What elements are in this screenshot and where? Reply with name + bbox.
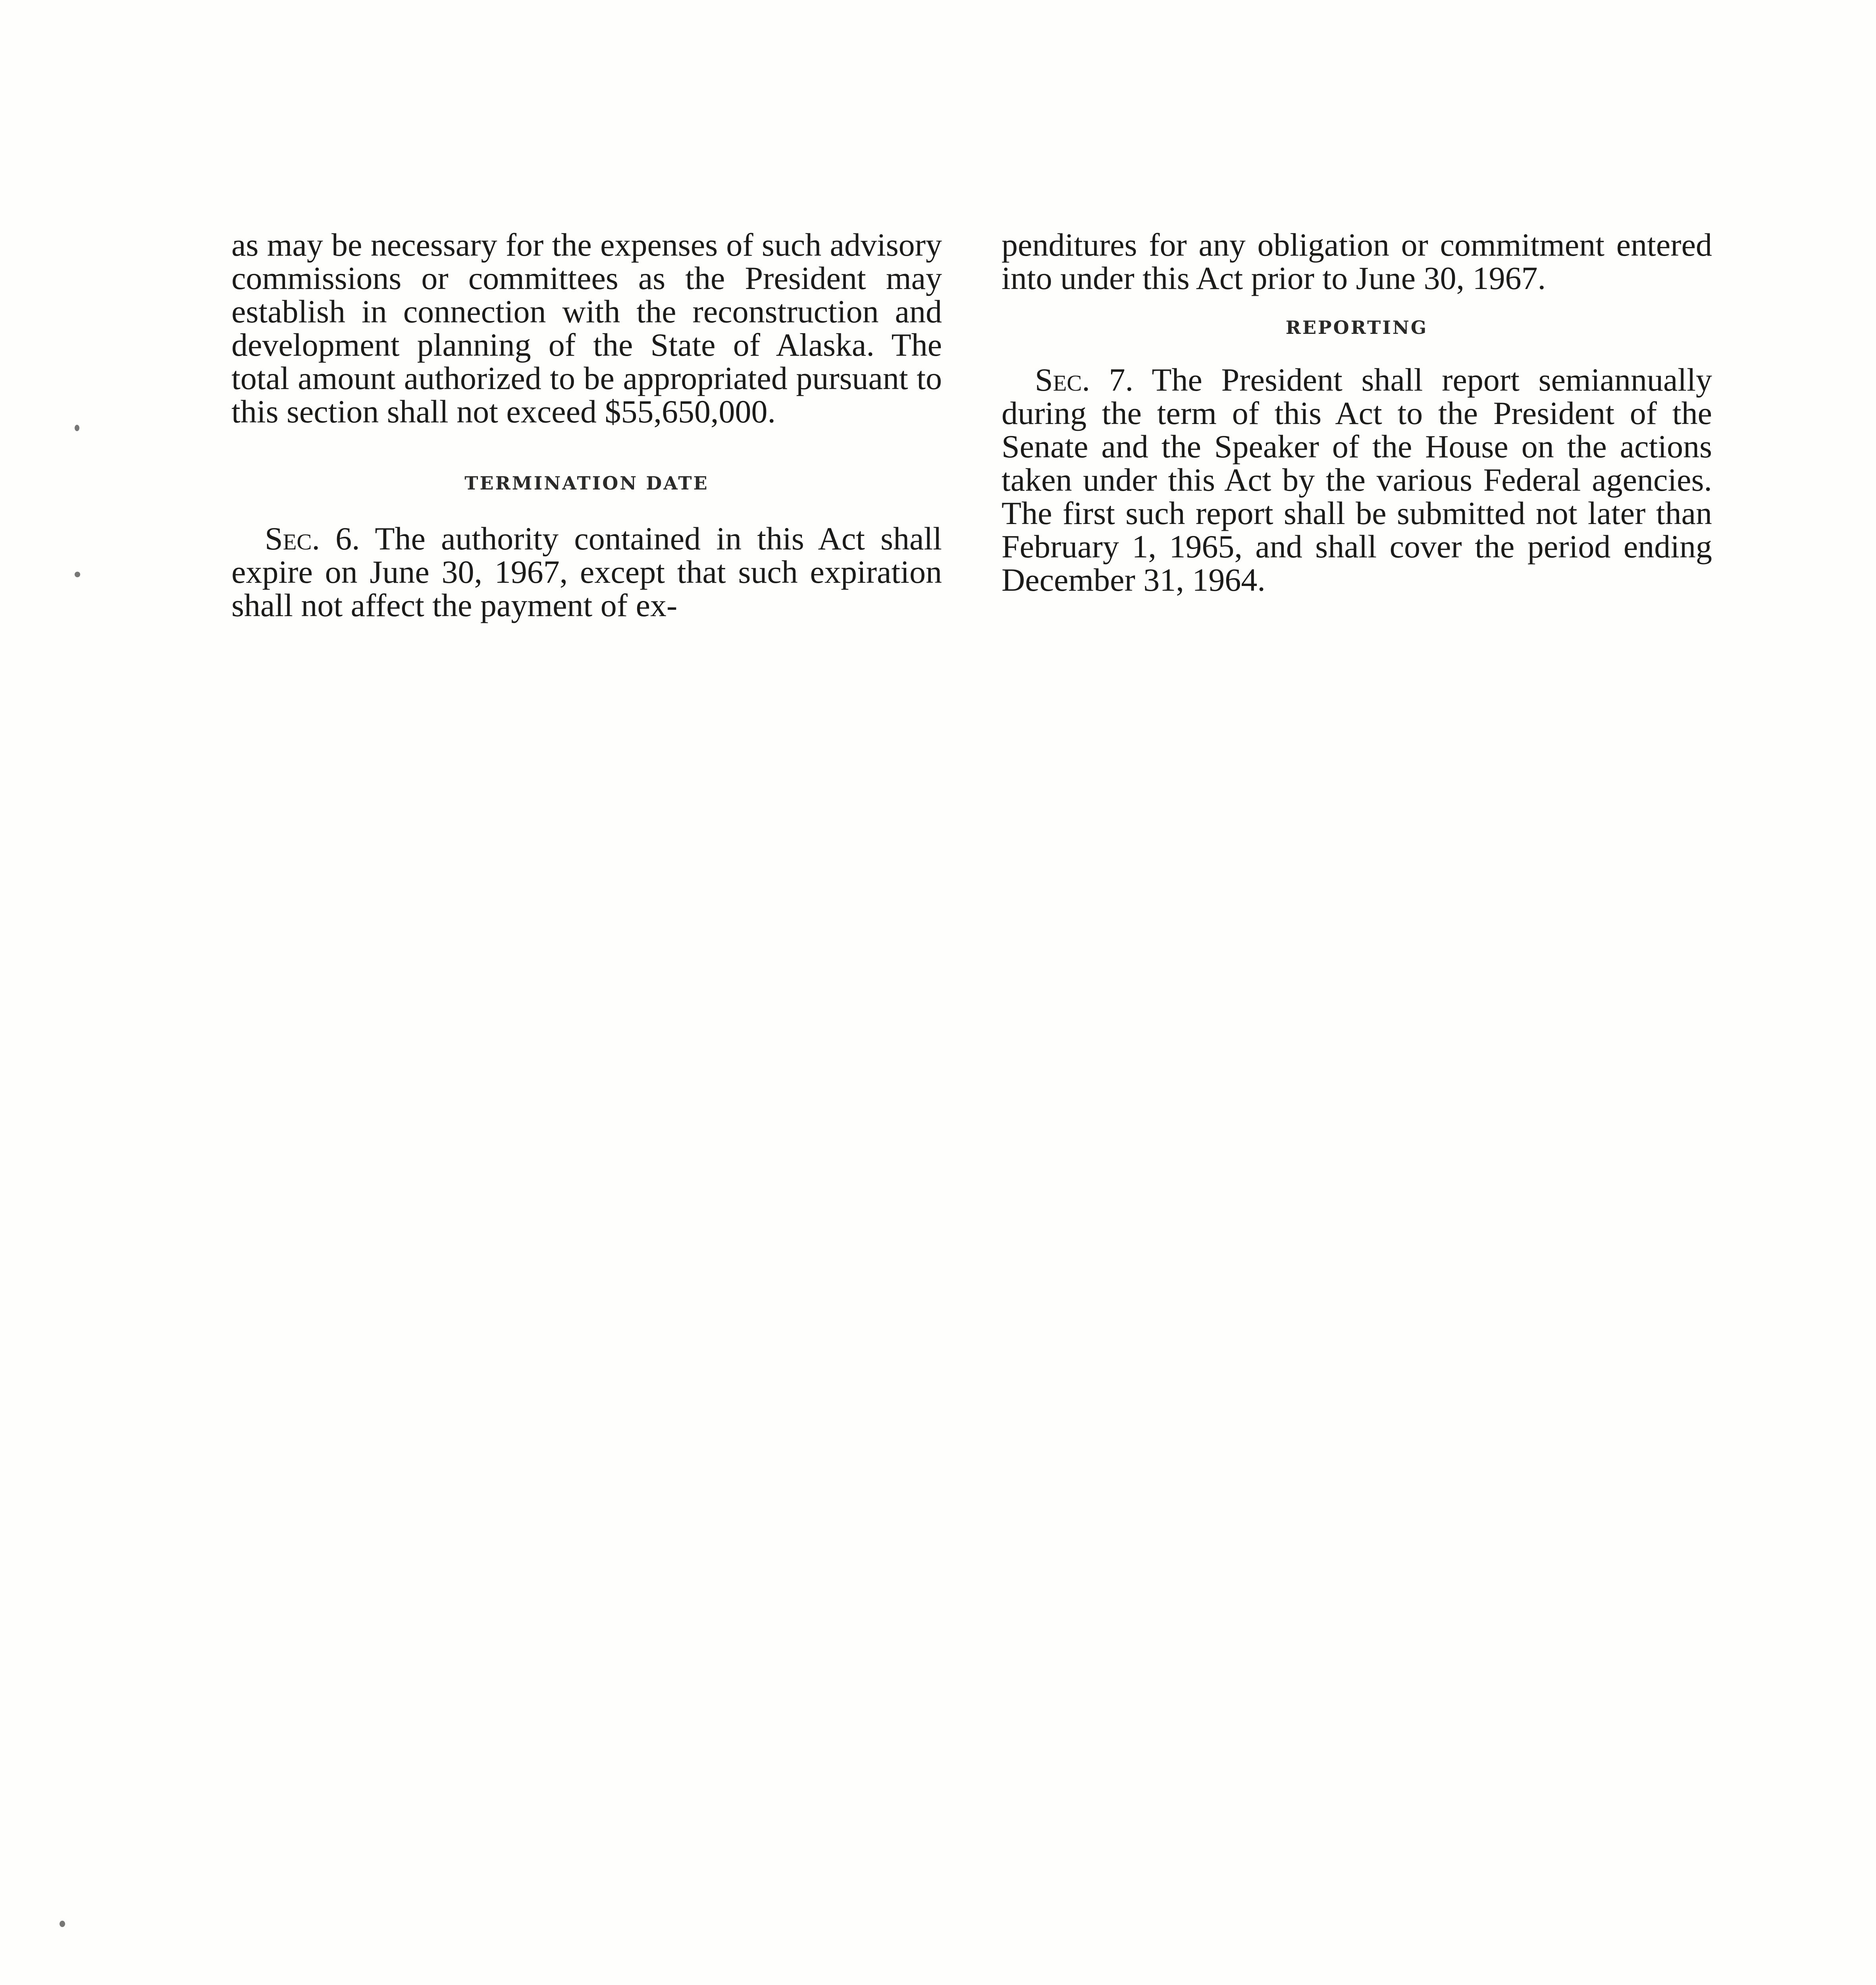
left-paragraph-continued: as may be necessary for the expenses of such advisory commissions or committees as the President may establish in connection with the reconstruction and development planning of the State of Alaska. The total amount authorized to be appropriated pursuant to this section shall not exceed $55,650,000.	[231, 227, 942, 430]
section-label-sec-6: Sec. 6.	[265, 520, 360, 557]
section-heading-termination-date: TERMINATION DATE	[464, 472, 709, 494]
section-label-sec-7: Sec. 7.	[1035, 362, 1134, 398]
right-paragraph-sec-7	[1002, 363, 1712, 597]
sec-6-text: The authority contained in this Act shall expire on June 30, 1967, except that such expiration shall not affect the payment of ex-	[231, 520, 942, 623]
right-paragraph-continued: penditures for any obligation or commitment entered into under this Act prior to June 30, 1967.	[1002, 227, 1712, 296]
sec-7-text: The President shall report semiannually during the term of this Act to the President of the Senate and the Speaker of the House on the actions taken under this Act by the various Federal agencies. The first such report shall be submitted not later than February 1, 1965, and shall cover the period ending December 31, 1964.	[1002, 362, 1712, 598]
left-column	[231, 228, 942, 622]
binding-hole-mark	[60, 1921, 65, 1927]
right-column	[1002, 228, 1712, 597]
binding-hole-mark	[75, 572, 80, 577]
left-paragraph-sec-6	[231, 522, 942, 622]
section-heading-reporting: REPORTING	[1285, 317, 1428, 338]
binding-hole-mark	[75, 425, 79, 431]
